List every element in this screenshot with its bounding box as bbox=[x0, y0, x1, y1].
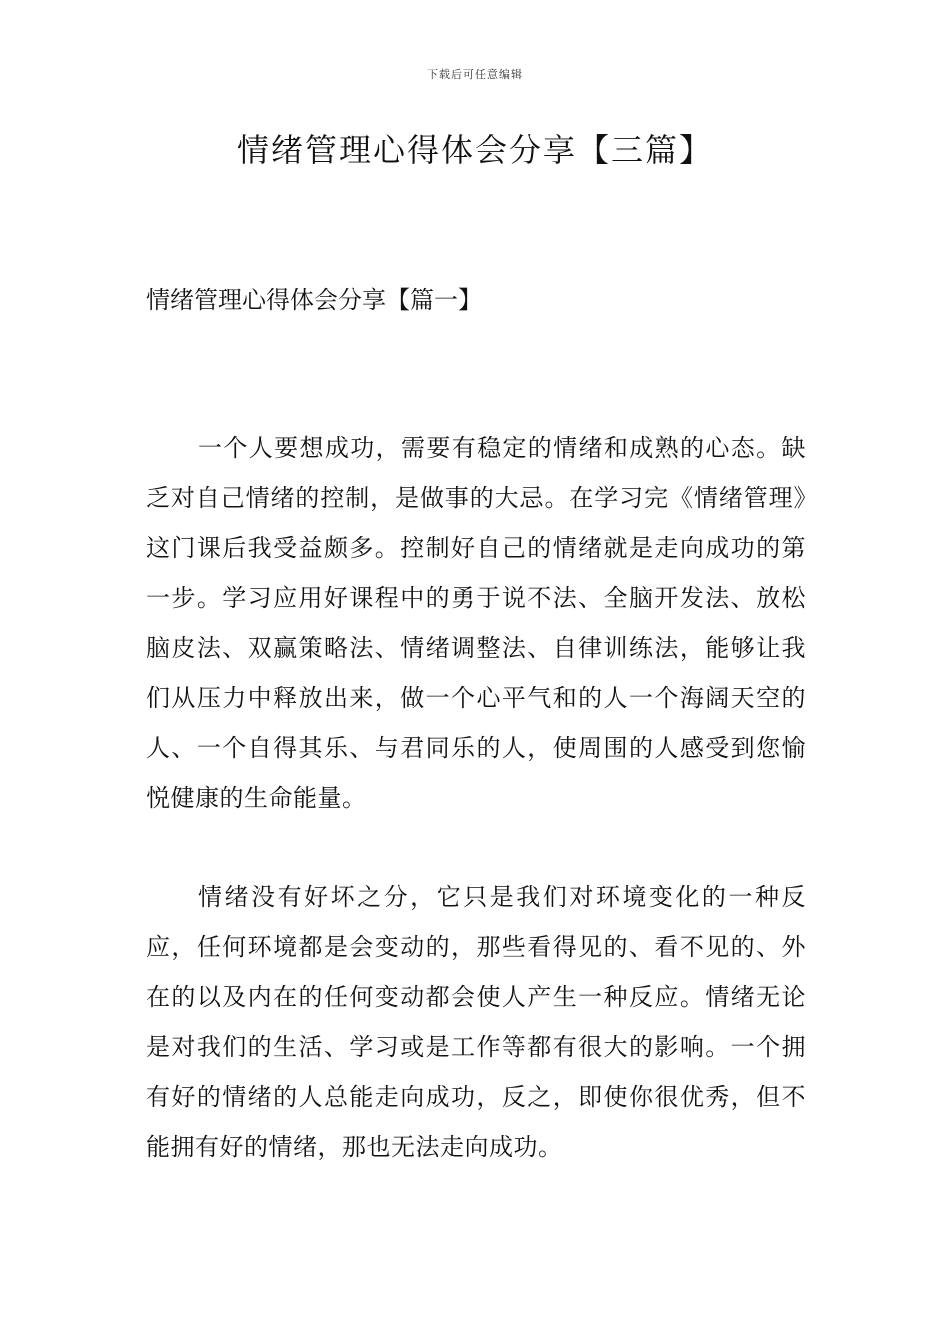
section-heading: 情绪管理心得体会分享【篇一】 bbox=[146, 286, 482, 314]
body-paragraph-2: 情绪没有好坏之分，它只是我们对环境变化的一种反应，任何环境都是会变动的，那些看得见的、看不见的、外在的以及内在的任何变动都会使人产生一种反应。情绪无论是对我们的生活、学习或是工作等都有很大的影响。一个拥有好的情绪的人总能走向成功，反之，即使你很优秀，但不能拥有好的情绪，那也无法走向成功。 bbox=[146, 883, 806, 1161]
body-paragraph-1: 一个人要想成功，需要有稳定的情绪和成熟的心态。缺乏对自己情绪的控制，是做事的大忌。在学习完《情绪管理》这门课后我受益颇多。控制好自己的情绪就是走向成功的第一步。学习应用好课程中的勇于说不法、全脑开发法、放松脑皮法、双赢策略法、情绪调整法、自律训练法，能够让我们从压力中释放出来，做一个心平气和的人一个海阔天空的人、一个自得其乐、与君同乐的人，使周围的人感受到您愉悦健康的生命能量。 bbox=[146, 434, 806, 812]
document-title: 情绪管理心得体会分享【三篇】 bbox=[236, 131, 713, 169]
download-note: 下载后可任意编辑 bbox=[427, 68, 523, 81]
